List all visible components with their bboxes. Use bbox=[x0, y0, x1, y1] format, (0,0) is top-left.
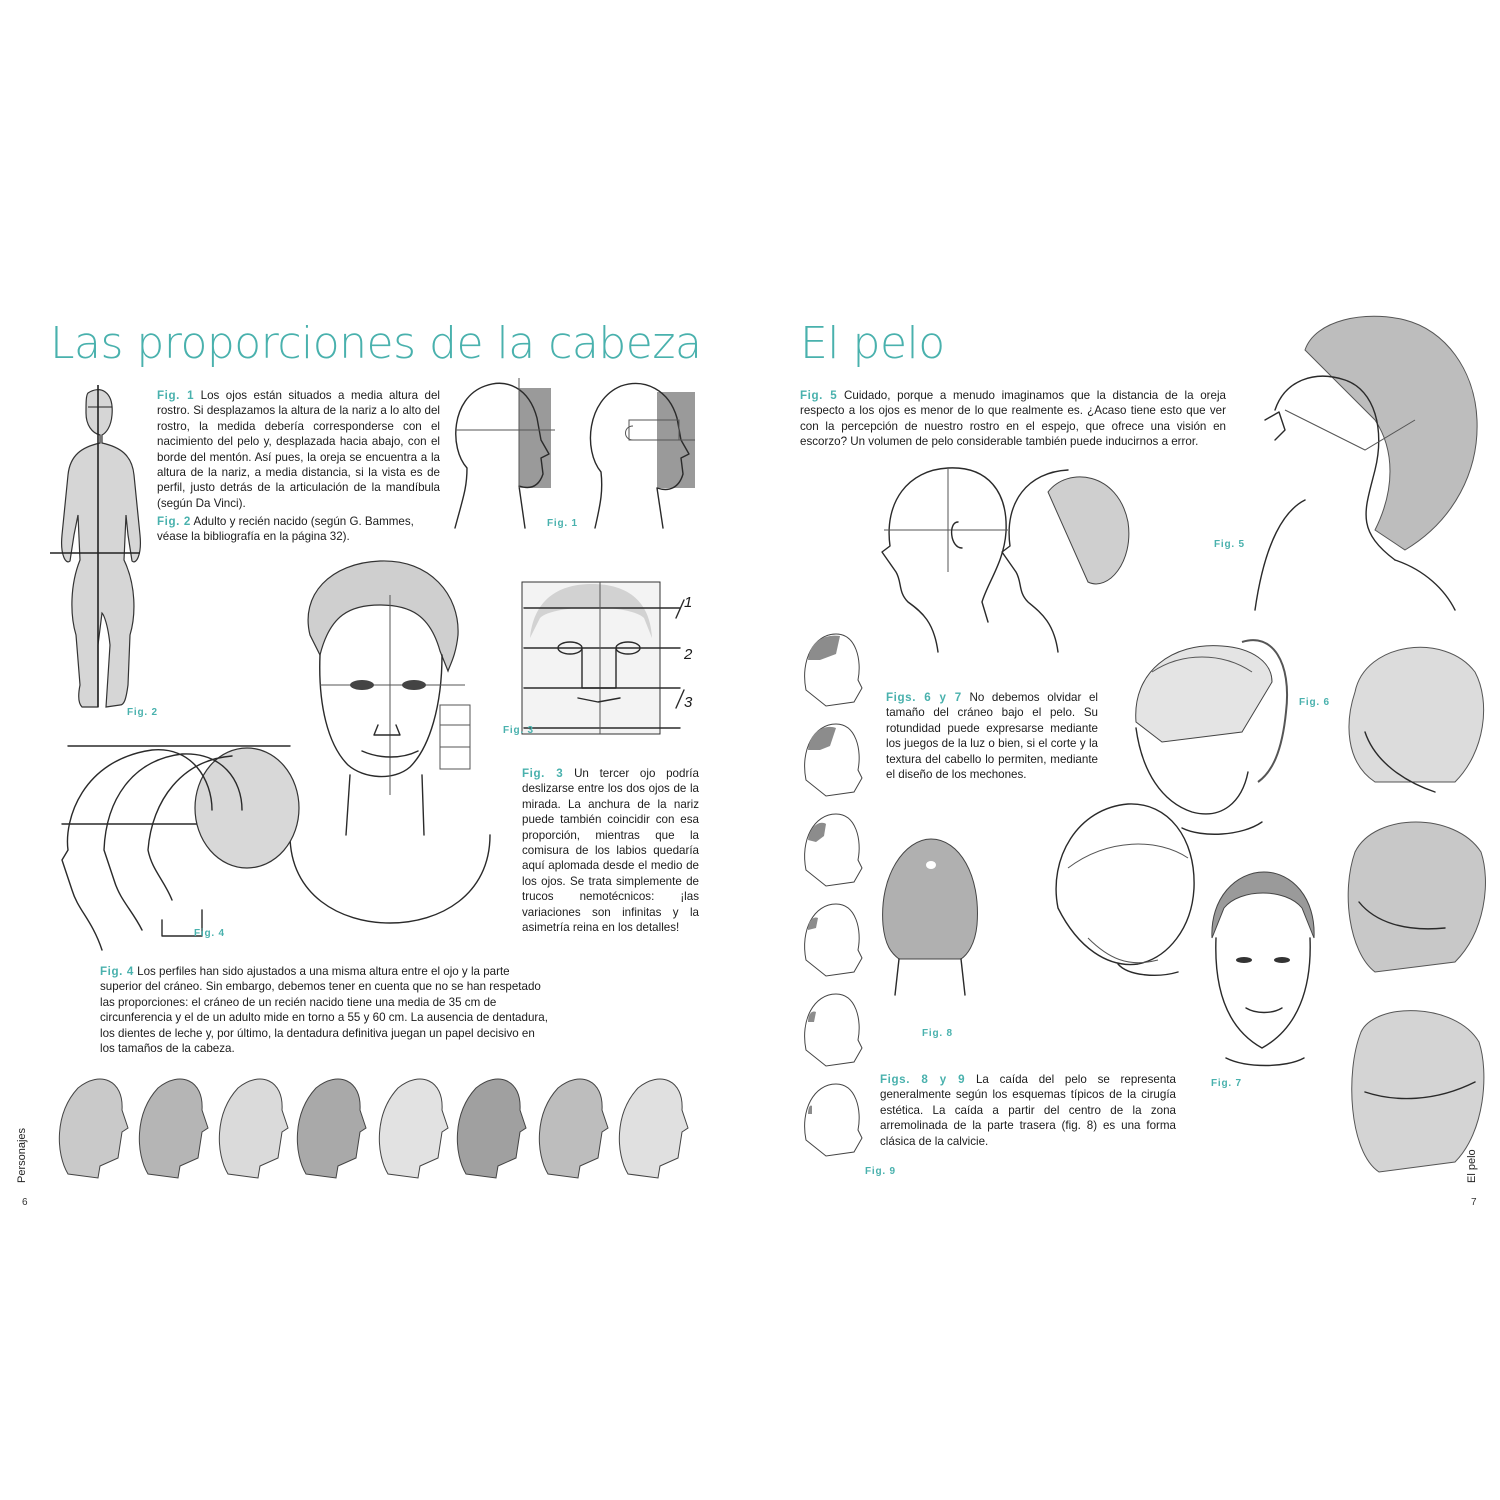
fig1-caption-label: Fig. 1 bbox=[157, 389, 195, 402]
fig2-standing-figure-illustration bbox=[40, 385, 150, 720]
fig4-overlapping-profiles-illustration bbox=[42, 740, 302, 955]
fig9-label: Fig. 9 bbox=[865, 1166, 896, 1177]
left-page-title: Las proporciones de la cabeza bbox=[50, 318, 702, 369]
left-page-section-label: Personajes bbox=[16, 1127, 28, 1183]
fig2-label: Fig. 2 bbox=[127, 707, 158, 718]
fig3-label: Fig. 3 bbox=[503, 725, 534, 736]
fig9-hair-loss-heads-illustration bbox=[796, 630, 866, 1160]
fig3-caption-text: Un tercer ojo podría deslizarse entre los dos ojos de la mirada. La anchura de la nariz puede también coincidir con esa proporción, mientras que la comisura de los labios quedaría aquí aplomada desde el medio de los ojos. Se trata simplemente de trucos nemotécnicos: ¡las variaciones son infinitas y la asimetría reina en los detalles! bbox=[522, 767, 699, 935]
fig4-caption bbox=[100, 964, 552, 1056]
fig3-face-thirds-illustration bbox=[520, 578, 700, 738]
fig1-caption-text: Los ojos están situados a media altura del rostro. Si desplazamos la altura de la nariz a lo alto del rostro, la medida debería corresponderse con el nacimiento del pelo y, desplazada hacia abajo, con el borde del mentón. Así pues, la oreja se encuentra a la altura de la nariz, a media distancia, si la vista es de perfil, justo detrás de la articulación de la mandíbula (según Da Vinci). bbox=[157, 389, 440, 510]
figs-8-9-caption-label: Figs. 8 y 9 bbox=[880, 1073, 966, 1086]
fig1-label: Fig. 1 bbox=[547, 518, 578, 529]
fig6-updo-hairstyles-illustration bbox=[1335, 632, 1490, 1192]
fig8-label: Fig. 8 bbox=[922, 1028, 953, 1039]
bottom-profile-heads-row-illustration bbox=[48, 1074, 703, 1184]
fig3-caption bbox=[522, 766, 699, 935]
fig3-caption-label: Fig. 3 bbox=[522, 767, 564, 780]
bald-head-outline-illustration bbox=[1048, 798, 1198, 988]
fig5-caption-text: Cuidado, porque a menudo imaginamos que la distancia de la oreja respecto a los ojos es menor de lo que realmente es. ¿Acaso tiene esto que ver con la percepción de nuestro rostro en el espejo, que ofrece una visión en escorzo? Un volumen de pelo considerable también puede inducirnos a error. bbox=[800, 389, 1226, 449]
fig3-proportion-mark-2: 2 bbox=[684, 646, 693, 663]
right-page-section-label: El pelo bbox=[1466, 1149, 1478, 1183]
fig3-proportion-mark-1: 1 bbox=[684, 594, 693, 611]
fig4-caption-label: Fig. 4 bbox=[100, 965, 134, 978]
face-proportion-illustration bbox=[290, 555, 490, 925]
left-page-number: 6 bbox=[22, 1197, 28, 1208]
fig1-head-proportion-illustration bbox=[445, 378, 705, 533]
fig2-caption-label: Fig. 2 bbox=[157, 515, 191, 528]
fig7-short-hair-portrait-illustration bbox=[1206, 868, 1321, 1083]
figs-6-7-caption-label: Figs. 6 y 7 bbox=[886, 691, 962, 704]
figs-8-9-caption-text: La caída del pelo se representa generalmente según los esquemas típicos de la cirugía estética. La caída a partir del centro de la zona arremolinada de la parte trasera (fig. 8) es una forma clásica de la calvicie. bbox=[880, 1073, 1176, 1148]
fig2-caption bbox=[157, 514, 447, 545]
fig5-curly-hair-portrait-illustration bbox=[1245, 310, 1490, 610]
right-page-number: 7 bbox=[1471, 1197, 1477, 1208]
fig6-label: Fig. 6 bbox=[1299, 697, 1330, 708]
fig5-profile-heads-illustration bbox=[878, 462, 1138, 662]
fig7-label: Fig. 7 bbox=[1211, 1078, 1242, 1089]
figs-8-9-caption bbox=[880, 1072, 1176, 1149]
fig4-caption-text: Los perfiles han sido ajustados a una misma altura entre el ojo y la parte superior del cráneo. Sin embargo, debemos tener en cuenta que no se han respetado las proporciones: el cráneo de un recién nacido tiene una media de 35 cm de circunferencia y el de un adulto mide en torno a 55 y 60 cm. La ausencia de dentadura, los dientes de leche y, por último, la dentadura definitiva juegan un papel decisivo en los tamaños de la cabeza. bbox=[100, 965, 548, 1056]
fig2-caption-text: Adulto y recién nacido (según G. Bammes, véase la bibliografía en la página 32). bbox=[157, 515, 414, 544]
fig5-label: Fig. 5 bbox=[1214, 539, 1245, 550]
fig3-proportion-mark-3: 3 bbox=[684, 694, 693, 711]
figs-6-7-caption bbox=[886, 690, 1098, 782]
fig5-caption bbox=[800, 388, 1226, 450]
fig5-caption-label: Fig. 5 bbox=[800, 389, 838, 402]
fig8-back-of-head-illustration bbox=[875, 835, 985, 1030]
right-page-title: El pelo bbox=[800, 318, 945, 369]
figs-6-7-caption-text: No debemos olvidar el tamaño del cráneo bajo el pelo. Su rotundidad puede expresarse mediante los juegos de la luz o bien, si el corte y la textura del cabello lo permiten, mediante el diseño de los mechones. bbox=[886, 691, 1098, 782]
fig1-caption bbox=[157, 388, 440, 511]
fig4-label: Fig. 4 bbox=[194, 928, 225, 939]
